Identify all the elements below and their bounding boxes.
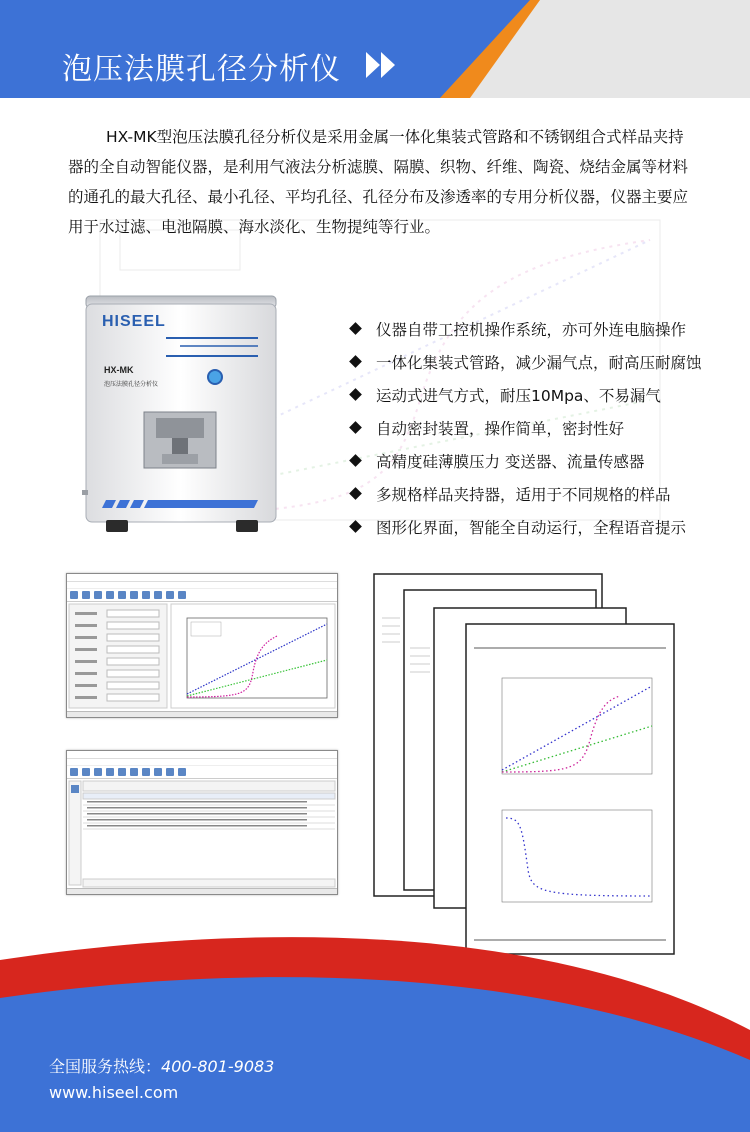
diamond-bullet-icon — [349, 454, 362, 467]
diamond-bullet-icon — [349, 520, 362, 533]
website-link[interactable]: www.hiseel.com — [49, 1083, 179, 1102]
feature-item — [348, 444, 738, 477]
double-play-icon — [364, 50, 398, 80]
instrument-name: 泡压法膜孔径分析仪 — [104, 381, 159, 388]
diamond-bullet-icon — [349, 388, 362, 401]
feature-item — [348, 477, 738, 510]
feature-item — [348, 312, 738, 345]
feature-list — [348, 312, 738, 543]
diamond-bullet-icon — [349, 421, 362, 434]
diamond-bullet-icon — [349, 487, 362, 500]
service-hotline — [49, 1054, 274, 1077]
feature-text: 运动式进气方式，耐压10Mpa、不易漏气 — [376, 386, 661, 405]
intro-paragraph: HX-MK型泡压法膜孔径分析仪是采用金属一体化集装式管路和不锈钢组合式样品夹持器的全自动智能仪器，是利用气液法分析滤膜、隔膜、织物、纤维、陶瓷、烧结金属等材料的通孔的最大孔径、最小孔径、平均孔径、孔径分布及渗透率的专用分析仪器，仪器主要应用于水过滤、电池隔膜、海水淡化、生物提纯等行业。 — [68, 128, 689, 236]
hotline-number[interactable]: 400-801-9083 — [161, 1057, 275, 1076]
hotline-label: 全国服务热线： — [49, 1057, 162, 1076]
feature-text: 高精度硅薄膜压力 变送器、流量传感器 — [376, 452, 645, 471]
page-title: 泡压法膜孔径分析仪 — [62, 52, 341, 87]
feature-text: 仪器自带工控机操作系统，亦可外连电脑操作 — [376, 320, 687, 339]
feature-item — [348, 345, 738, 378]
instrument-brand: HISEEL — [102, 313, 166, 330]
feature-text: 多规格样品夹持器，适用于不同规格的样品 — [376, 485, 671, 504]
feature-item — [348, 411, 738, 444]
feature-item — [348, 510, 738, 543]
feature-item — [348, 378, 738, 411]
diamond-bullet-icon — [349, 322, 362, 335]
instrument-model: HX-MK — [104, 365, 134, 375]
report-pages-illustration — [370, 570, 680, 962]
feature-text: 一体化集装式管路，减少漏气点，耐高压耐腐蚀 — [376, 353, 702, 372]
feature-text: 自动密封装置，操作简单，密封性好 — [376, 419, 625, 438]
software-screenshot-test — [66, 573, 338, 718]
feature-text: 图形化界面，智能全自动运行，全程语音提示 — [376, 518, 687, 537]
software-screenshot-records — [66, 750, 338, 895]
diamond-bullet-icon — [349, 355, 362, 368]
instrument-illustration — [82, 294, 280, 534]
